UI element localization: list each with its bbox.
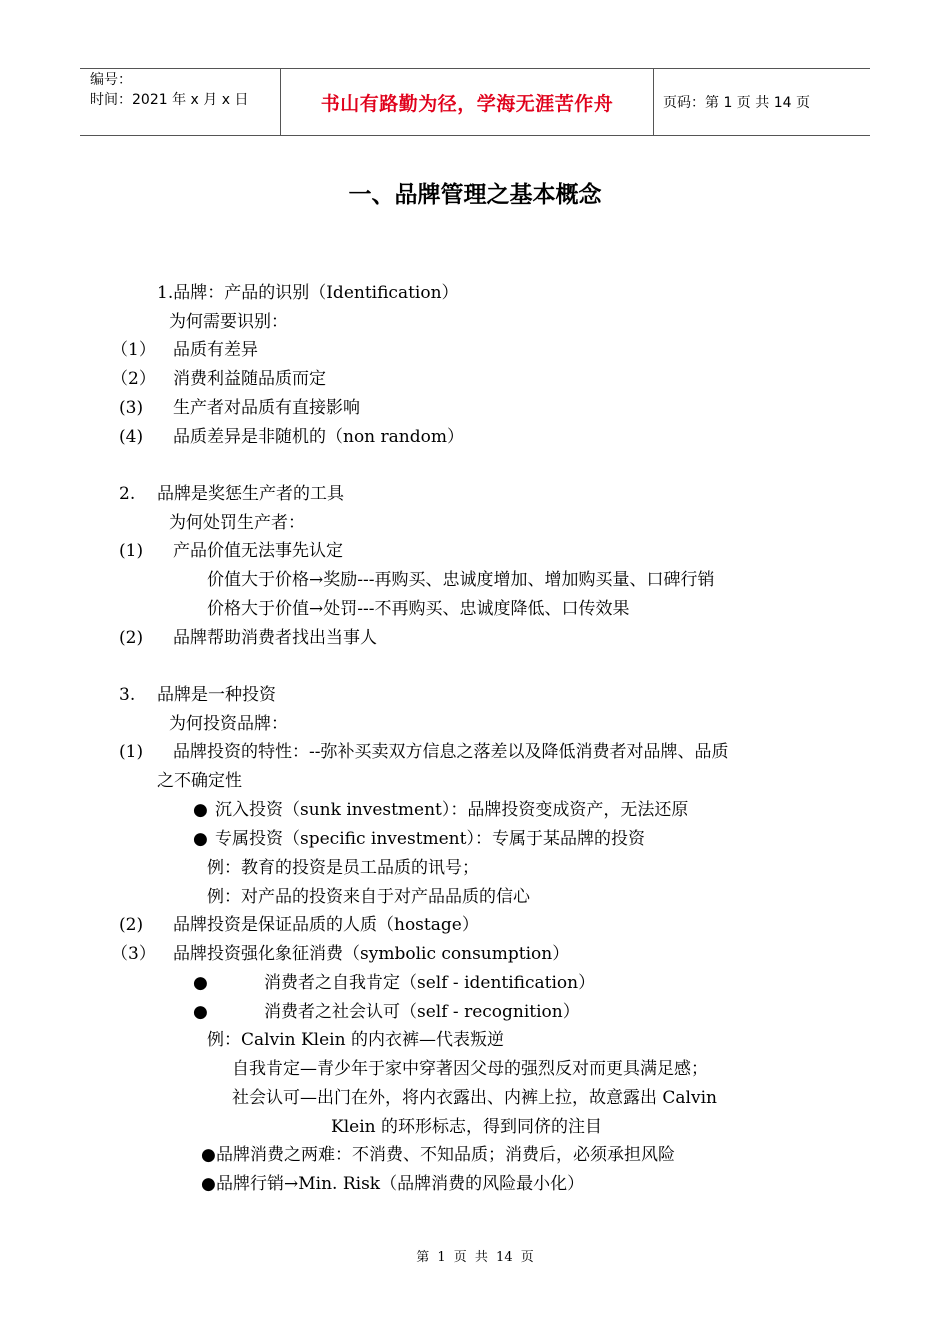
s3-bullet-min-risk: 品牌行销→Min. Risk（品牌消费的风险最小化） [216, 1174, 585, 1194]
section-1-heading: 1.品牌：产品的识别（Identification） [157, 283, 459, 303]
header-motto-cell [281, 69, 654, 135]
s2-item-1-num: (1) [119, 541, 144, 561]
s3-example-3a: 自我肯定—青少年于家中穿著因父母的强烈反对而更具满足感； [232, 1059, 708, 1079]
s3-bullet-self-recognition: 消费者之社会认可（self - recognition） [264, 1002, 580, 1022]
s3-bullet-dilemma: 品牌消费之两难：不消费、不知品质；消费后，必须承担风险 [216, 1145, 675, 1165]
bullet-icon: ● [193, 973, 208, 993]
time-label: 时间：2021 年 x 月 x 日 [90, 92, 249, 108]
section-3-heading: 品牌是一种投资 [157, 685, 276, 705]
s3-item-2-text: 品牌投资是保证品质的人质（hostage） [173, 915, 479, 935]
s3-item-2-num: (2) [119, 915, 144, 935]
s3-bullet-specific: 专属投资（specific investment）：专属于某品牌的投资 [215, 829, 645, 849]
bullet-icon: ● [193, 800, 208, 820]
document-header [80, 68, 870, 136]
section-2-num: 2. [119, 484, 136, 504]
s2-item-1-text: 产品价值无法事先认定 [173, 541, 343, 561]
s3-item-3-num: （3） [111, 944, 156, 964]
motto: 书山有路勤为径，学海无涯苦作舟 [320, 92, 614, 115]
section-1-sub: 为何需要识别： [169, 312, 288, 332]
s3-item-3-text: 品牌投资强化象征消费（symbolic consumption） [173, 944, 570, 964]
s2-item-2-text: 品牌帮助消费者找出当事人 [173, 628, 377, 648]
bullet-icon: ● [201, 1145, 216, 1165]
s3-item-1-text: 品牌投资的特性：--弥补买卖双方信息之落差以及降低消费者对品牌、品质 [173, 742, 729, 762]
s1-item-2-text: 消费利益随品质而定 [173, 369, 326, 389]
page-title: 一、品牌管理之基本概念 [348, 182, 602, 208]
s1-item-4-num: (4) [119, 427, 144, 447]
s3-example-1: 例：教育的投资是员工品质的讯号； [207, 858, 479, 878]
section-2-heading: 品牌是奖惩生产者的工具 [157, 484, 344, 504]
s3-bullet-self-identification: 消费者之自我肯定（self - identification） [264, 973, 596, 993]
s3-item-1-num: (1) [119, 742, 144, 762]
s2-reward: 价值大于价格→奖励---再购买、忠诚度增加、增加购买量、口碑行销 [207, 570, 715, 590]
page-footer: 第 1 页 共 14 页 [416, 1250, 534, 1265]
s3-item-1-cont: 之不确定性 [157, 771, 242, 791]
s3-example-3: 例：Calvin Klein 的内衣裤—代表叛逆 [207, 1030, 504, 1050]
s2-item-2-num: (2) [119, 628, 144, 648]
s3-example-3b: 社会认可—出门在外，将内衣露出、内裤上拉，故意露出 Calvin [232, 1088, 717, 1108]
s3-bullet-sunk: 沉入投资（sunk investment）：品牌投资变成资产，无法还原 [215, 800, 689, 820]
s1-item-2-num: （2） [111, 369, 156, 389]
header-meta-cell [80, 69, 281, 135]
s1-item-4-text: 品质差异是非随机的（non random） [173, 427, 464, 447]
s1-item-3-text: 生产者对品质有直接影响 [173, 398, 360, 418]
s1-item-3-num: (3) [119, 398, 144, 418]
s2-punish: 价格大于价值→处罚---不再购买、忠诚度降低、口传效果 [207, 599, 630, 619]
bullet-icon: ● [193, 1002, 208, 1022]
s1-item-1-num: （1） [111, 340, 156, 360]
header-page-cell [654, 69, 870, 135]
bullet-icon: ● [201, 1174, 216, 1194]
section-3-sub: 为何投资品牌： [169, 714, 288, 734]
s3-example-3c: Klein 的环形标志，得到同侪的注目 [331, 1117, 602, 1137]
bullet-icon: ● [193, 829, 208, 849]
page-info: 页码：第 1 页 共 14 页 [663, 95, 810, 111]
number-label: 编号： [90, 72, 132, 88]
section-2-sub: 为何处罚生产者： [169, 513, 305, 533]
s3-example-2: 例：对产品的投资来自于对产品品质的信心 [207, 887, 530, 907]
s1-item-1-text: 品质有差异 [173, 340, 258, 360]
section-3-num: 3. [119, 685, 136, 705]
